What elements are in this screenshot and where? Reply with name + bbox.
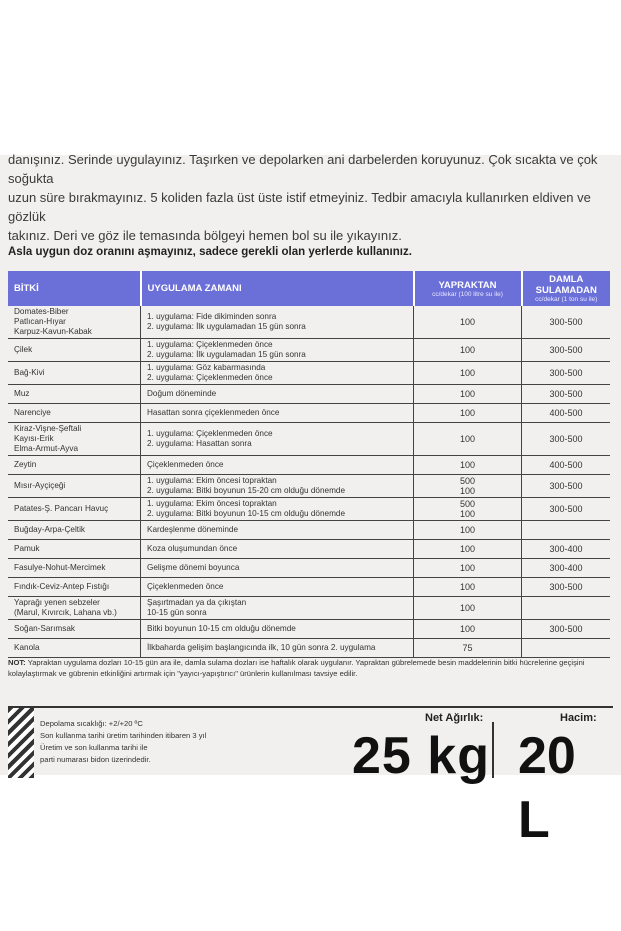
- crop-cell-line: Pamuk: [14, 544, 40, 553]
- crop-cell: [8, 423, 141, 456]
- table-header-row: [8, 271, 610, 306]
- drip-dose-cell: [522, 597, 611, 620]
- crop-cell-line: Mısır-Ayçiçeği: [14, 481, 66, 490]
- timing-cell: [141, 339, 414, 362]
- table-row: [8, 362, 610, 385]
- table-row: [8, 404, 610, 423]
- header-foliar-unit: cc/dekar (100 litre su ile): [432, 290, 503, 298]
- header-timing: UYGULAMA ZAMANI: [141, 271, 414, 306]
- table-row: [8, 521, 610, 540]
- timing-cell: [141, 597, 414, 620]
- foliar-dose-cell-line: 100: [459, 486, 476, 496]
- timing-cell: [141, 385, 414, 404]
- timing-cell-line: 2. uygulama: Çiçeklenmeden önce: [147, 373, 273, 382]
- timing-cell-line: 1. uygulama: Çiçeklenmeden önce: [147, 340, 273, 349]
- timing-cell: [141, 404, 414, 423]
- crop-cell: [8, 404, 141, 423]
- crop-cell: [8, 498, 141, 521]
- foliar-dose-cell-line: 100: [459, 317, 476, 327]
- crop-cell-line: Buğday-Arpa-Çeltik: [14, 525, 85, 534]
- drip-dose-cell: 400-500: [522, 404, 611, 423]
- timing-cell-line: 1. uygulama: Çiçeklenmeden önce: [147, 429, 273, 438]
- crop-cell-line: (Marul, Kıvırcık, Lahana vb.): [14, 608, 117, 617]
- foliar-dose-cell: [414, 385, 522, 404]
- crop-cell-line: Domates-Biber: [14, 307, 69, 316]
- crop-cell-line: Yaprağı yenen sebzeler: [14, 598, 100, 607]
- table-row: [8, 597, 610, 620]
- timing-cell-line: 1. uygulama: Göz kabarmasında: [147, 363, 266, 372]
- foliar-dose-cell: [414, 620, 522, 639]
- note-label: NOT:: [8, 658, 26, 667]
- foliar-dose-cell: [414, 540, 522, 559]
- timing-cell-line: Çiçeklenmeden önce: [147, 460, 224, 469]
- timing-cell: [141, 362, 414, 385]
- header-crop: BİTKİ: [8, 271, 141, 306]
- timing-cell-line: Hasattan sonra çiçeklenmeden önce: [147, 408, 280, 417]
- table-row: [8, 306, 610, 339]
- drip-dose-cell: 300-500: [522, 339, 611, 362]
- foliar-dose-cell-line: 100: [459, 434, 476, 444]
- crop-cell-line: Fasulye-Nohut-Mercimek: [14, 563, 106, 572]
- timing-cell-line: 2. uygulama: Bitki boyunun 15-20 cm olduğu dönemde: [147, 486, 345, 495]
- timing-cell: [141, 521, 414, 540]
- drip-dose-cell: 300-400: [522, 559, 611, 578]
- timing-cell-line: Gelişme dönemi boyunca: [147, 563, 240, 572]
- crop-cell-line: Fındık-Ceviz-Antep Fıstığı: [14, 582, 110, 591]
- foliar-dose-cell-line: 75: [462, 643, 473, 653]
- table-row: [8, 620, 610, 639]
- timing-cell-line: 2. uygulama: Hasattan sonra: [147, 439, 252, 448]
- table-row: [8, 385, 610, 404]
- storage-line: Üretim ve son kullanma tarihi ile: [40, 743, 148, 752]
- timing-cell: [141, 475, 414, 498]
- crop-cell: [8, 456, 141, 475]
- timing-cell-line: Bitki boyunun 10-15 cm olduğu dönemde: [147, 624, 296, 633]
- dose-warning: Asla uygun doz oranını aşmayınız, sadece gerekli olan yerlerde kullanınız.: [8, 246, 412, 258]
- foliar-dose-cell-line: 100: [459, 389, 476, 399]
- table-row: [8, 456, 610, 475]
- intro-line: uzun süre bırakmayınız. 5 koliden fazla üst üste istif etmeyiniz. Tedbir amacıyla kullanırken eldiven ve gözlük: [8, 190, 591, 224]
- crop-cell: [8, 475, 141, 498]
- foliar-dose-cell-line: 100: [459, 460, 476, 470]
- crop-cell-line: Bağ-Kivi: [14, 368, 45, 377]
- foliar-dose-cell-line: 100: [459, 525, 476, 535]
- drip-dose-cell: 300-500: [522, 620, 611, 639]
- foliar-dose-cell: [414, 559, 522, 578]
- divider: [492, 722, 494, 778]
- crop-cell: [8, 639, 141, 658]
- timing-cell: [141, 620, 414, 639]
- table-row: [8, 639, 610, 658]
- header-foliar: [414, 271, 522, 306]
- foliar-dose-cell-line: 100: [459, 345, 476, 355]
- timing-cell-line: Koza oluşumundan önce: [147, 544, 238, 553]
- storage-info: [40, 718, 320, 766]
- header-foliar-title: YAPRAKTAN: [438, 279, 497, 291]
- foliar-dose-cell-line: 100: [459, 408, 476, 418]
- timing-cell-line: İlkbaharda gelişim başlangıcında ilk, 10 gün sonra 2. uygulama: [147, 643, 376, 652]
- timing-cell: [141, 423, 414, 456]
- foliar-dose-cell-line: 100: [459, 624, 476, 634]
- storage-line: Depolama sıcaklığı: +2/+20 ºC: [40, 719, 143, 728]
- crop-cell-line: Kayısı-Erik: [14, 434, 54, 443]
- crop-cell-line: Patlıcan-Hıyar: [14, 317, 66, 326]
- foliar-dose-cell: [414, 423, 522, 456]
- timing-cell-line: 1. uygulama: Ekim öncesi topraktan: [147, 499, 277, 508]
- crop-cell-line: Karpuz-Kavun-Kabak: [14, 327, 92, 336]
- crop-cell: [8, 578, 141, 597]
- foliar-dose-cell: [414, 521, 522, 540]
- foliar-dose-cell-line: 500: [459, 476, 476, 486]
- foliar-dose-cell: [414, 306, 522, 339]
- foliar-dose-cell: [414, 498, 522, 521]
- drip-dose-cell: 300-500: [522, 385, 611, 404]
- timing-cell: [141, 540, 414, 559]
- drip-dose-cell: 300-500: [522, 362, 611, 385]
- crop-cell: [8, 597, 141, 620]
- timing-cell: [141, 456, 414, 475]
- foliar-dose-cell-line: 100: [459, 368, 476, 378]
- net-weight-label: Net Ağırlık:: [425, 712, 484, 724]
- note-text: Yapraktan uygulama dozları 10-15 gün ara ile, damla sulama dozları ise haftalık olarak uygulanır. Yapraktan gübrelemede besin maddelerinin bitki hücrelerine geçişini kolaylaştırmak ve gübrenin etkinliğini artırmak için "yayıcı-yapıştırıcı" ürünlerin kullanılması tavsiye edilir.: [8, 658, 585, 678]
- timing-cell-line: 1. uygulama: Ekim öncesi topraktan: [147, 476, 277, 485]
- table-row: [8, 423, 610, 456]
- crop-cell: [8, 540, 141, 559]
- crop-cell: [8, 521, 141, 540]
- drip-dose-cell: 400-500: [522, 456, 611, 475]
- table-body: [8, 306, 610, 658]
- crop-cell-line: Narenciye: [14, 408, 51, 417]
- timing-cell: [141, 639, 414, 658]
- timing-cell-line: Kardeşlenme döneminde: [147, 525, 239, 534]
- timing-cell: [141, 578, 414, 597]
- timing-cell: [141, 306, 414, 339]
- drip-dose-cell: 300-500: [522, 306, 611, 339]
- intro-line: takınız. Deri ve göz ile temasında bölgeyi hemen bol su ile yıkayınız.: [8, 228, 402, 243]
- net-weight-value: 25 kg: [352, 727, 490, 785]
- timing-cell-line: 1. uygulama: Fide dikiminden sonra: [147, 312, 277, 321]
- timing-cell-line: Şaşırtmadan ya da çıkıştan: [147, 598, 247, 607]
- crop-cell: [8, 339, 141, 362]
- crop-cell-line: Patates-Ş. Pancarı Havuç: [14, 504, 109, 513]
- timing-cell: [141, 498, 414, 521]
- drip-dose-cell: [522, 521, 611, 540]
- timing-cell: [141, 559, 414, 578]
- divider: [8, 706, 613, 708]
- storage-line: Son kullanma tarihi üretim tarihinden itibaren 3 yıl: [40, 731, 207, 740]
- foliar-dose-cell-line: 100: [459, 563, 476, 573]
- crop-cell-line: Çilek: [14, 345, 33, 354]
- foliar-dose-cell: [414, 339, 522, 362]
- crop-cell: [8, 620, 141, 639]
- foliar-dose-cell-line: 500: [459, 499, 476, 509]
- crop-cell-line: Kanola: [14, 643, 40, 652]
- table-row: [8, 475, 610, 498]
- foliar-dose-cell-line: 100: [459, 544, 476, 554]
- crop-cell: [8, 362, 141, 385]
- volume-label: Hacim:: [560, 712, 597, 724]
- table-row: [8, 540, 610, 559]
- foliar-dose-cell: [414, 404, 522, 423]
- drip-dose-cell: 300-500: [522, 498, 611, 521]
- foliar-dose-cell: [414, 639, 522, 658]
- foliar-dose-cell-line: 100: [459, 603, 476, 613]
- dosage-table: [8, 271, 610, 658]
- crop-cell-line: Zeytin: [14, 460, 37, 469]
- table-row: [8, 559, 610, 578]
- crop-cell-line: Elma-Armut-Ayva: [14, 444, 78, 453]
- header-drip-unit: cc/dekar (1 ton su ile): [535, 296, 598, 303]
- intro-line: danışınız. Serinde uygulayınız. Taşırken ve depolarken ani darbelerden koruyunuz. Çok sıcakta ve çok soğukta: [8, 152, 598, 186]
- foliar-dose-cell: [414, 578, 522, 597]
- table-row: [8, 339, 610, 362]
- drip-dose-cell: 300-400: [522, 540, 611, 559]
- table-row: [8, 578, 610, 597]
- drip-dose-cell: 300-500: [522, 475, 611, 498]
- header-drip-title: DAMLA SULAMADAN: [535, 274, 597, 296]
- drip-dose-cell: 300-500: [522, 578, 611, 597]
- foliar-dose-cell: [414, 456, 522, 475]
- foliar-dose-cell: [414, 475, 522, 498]
- hazard-stripes: [8, 708, 34, 778]
- timing-cell-line: 10-15 gün sonra: [147, 608, 207, 617]
- timing-cell-line: Çiçeklenmeden önce: [147, 582, 224, 591]
- crop-cell-line: Kiraz-Vişne-Şeftali: [14, 424, 82, 433]
- timing-cell-line: 2. uygulama: Bitki boyunun 10-15 cm olduğu dönemde: [147, 509, 345, 518]
- foliar-dose-cell: [414, 362, 522, 385]
- foliar-dose-cell: [414, 597, 522, 620]
- storage-line: parti numarası bidon üzerindedir.: [40, 755, 151, 764]
- crop-cell: [8, 306, 141, 339]
- safety-instructions: [8, 150, 608, 245]
- usage-note: [8, 657, 613, 679]
- drip-dose-cell: [522, 639, 611, 658]
- timing-cell-line: 2. uygulama: İlk uygulamadan 15 gün sonra: [147, 322, 306, 331]
- timing-cell-line: 2. uygulama: İlk uygulamadan 15 gün sonra: [147, 350, 306, 359]
- crop-cell-line: Soğan-Sarımsak: [14, 624, 75, 633]
- drip-dose-cell: 300-500: [522, 423, 611, 456]
- crop-cell-line: Muz: [14, 389, 30, 398]
- header-drip: [522, 271, 611, 306]
- foliar-dose-cell-line: 100: [459, 509, 476, 519]
- crop-cell: [8, 559, 141, 578]
- timing-cell-line: Doğum döneminde: [147, 389, 217, 398]
- crop-cell: [8, 385, 141, 404]
- table-row: [8, 498, 610, 521]
- foliar-dose-cell-line: 100: [459, 582, 476, 592]
- volume-value: 20 L: [518, 727, 576, 849]
